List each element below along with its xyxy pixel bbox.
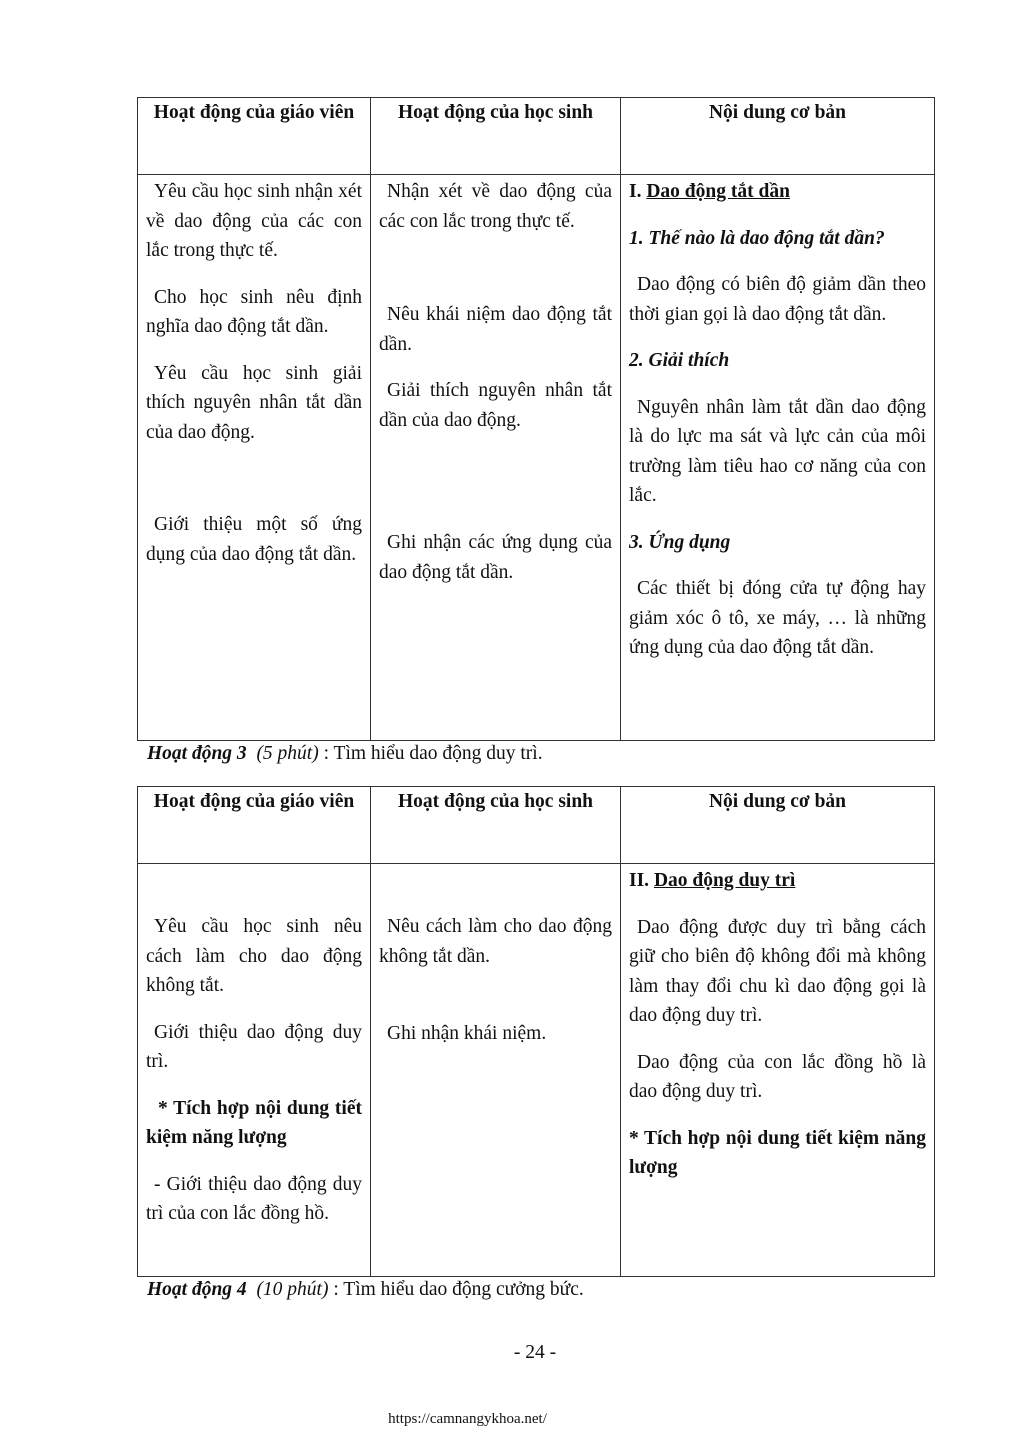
- page-number: - 24 -: [513, 1342, 557, 1363]
- student-item: Giải thích nguyên nhân tắt dần của dao động.: [379, 380, 612, 431]
- table-header-row: [138, 787, 934, 864]
- teacher-column: [138, 864, 371, 1276]
- caption-lead: Hoạt động 3: [147, 743, 247, 764]
- teacher-item: - Giới thiệu dao động duy trì của con lắc đồng hồ.: [146, 1173, 362, 1224]
- section-number: II.: [629, 870, 654, 891]
- teacher-item: Yêu cầu học sinh nhận xét về dao động của các con lắc trong thực tế.: [146, 181, 362, 261]
- footer-url[interactable]: https://camnangykhoa.net/: [388, 1411, 547, 1427]
- activity-table-2: [137, 786, 935, 1277]
- teacher-item: Giới thiệu một số ứng dụng của dao động tắt dần.: [146, 514, 362, 565]
- content-column: [621, 864, 934, 1276]
- content-column: [621, 175, 934, 740]
- subheading: 2. Giải thích: [629, 350, 730, 371]
- teacher-column: [138, 175, 371, 740]
- content-paragraph: Dao động được duy trì bằng cách giữ cho biên độ không đổi mà không làm thay đổi chu kì dao động gọi là dao động duy trì.: [629, 916, 926, 1026]
- student-item: Nêu khái niệm dao động tắt dần.: [379, 304, 612, 355]
- section-number: I.: [629, 181, 647, 202]
- student-item: Ghi nhận khái niệm.: [387, 1023, 547, 1044]
- teacher-item: Giới thiệu dao động duy trì.: [146, 1021, 362, 1072]
- activity-4-caption: [147, 1276, 584, 1304]
- caption-duration: (10 phút): [256, 1279, 329, 1300]
- header-student: Hoạt động của học sinh: [371, 787, 621, 863]
- header-teacher: Hoạt động của giáo viên: [138, 787, 371, 863]
- section-heading: [629, 866, 926, 896]
- student-item: Nêu cách làm cho dao động không tắt dần.: [379, 916, 612, 967]
- header-teacher: Hoạt động của giáo viên: [138, 98, 371, 174]
- teacher-item: Yêu cầu học sinh giải thích nguyên nhân tắt dần của dao động.: [146, 362, 362, 443]
- student-column: [371, 175, 621, 740]
- subheading: 1. Thế nào là dao động tắt dần?: [629, 227, 885, 249]
- header-student: Hoạt động của học sinh: [371, 98, 621, 174]
- teacher-item: Cho học sinh nêu định nghĩa dao động tắt dần.: [146, 286, 362, 337]
- caption-text: : Tìm hiểu dao động duy trì.: [318, 743, 543, 764]
- teacher-item: Yêu cầu học sinh nêu cách làm cho dao động không tắt.: [146, 916, 362, 996]
- student-item: Nhận xét về dao động của các con lắc trong thực tế.: [379, 181, 612, 232]
- content-paragraph: Các thiết bị đóng cửa tự động hay giảm xóc ô tô, xe máy, … là những ứng dụng của dao động tắt dần.: [629, 578, 926, 658]
- student-column: [371, 864, 621, 1276]
- subheading: 3. Ứng dụng: [629, 531, 731, 553]
- section-title: Dao động duy trì: [653, 870, 796, 891]
- caption-lead: Hoạt động 4: [147, 1279, 247, 1300]
- caption-duration: (5 phút): [256, 743, 319, 764]
- teacher-item: * Tích hợp nội dung tiết kiệm năng lượng: [146, 1097, 362, 1148]
- student-item: Ghi nhận các ứng dụng của dao động tắt dần.: [379, 532, 612, 583]
- caption-text: : Tìm hiểu dao động cưởng bức.: [328, 1279, 584, 1300]
- section-title: Dao động tắt dần: [646, 181, 790, 202]
- header-content: Nội dung cơ bản: [708, 791, 847, 812]
- activity-3-caption: [147, 740, 543, 768]
- table-header-row: [138, 98, 934, 175]
- content-paragraph: * Tích hợp nội dung tiết kiệm năng lượng: [629, 1127, 926, 1178]
- table-body-row: [138, 864, 934, 1276]
- activity-table-1: [137, 97, 935, 741]
- content-paragraph: Dao động có biên độ giảm dần theo thời gian gọi là dao động tắt dần.: [629, 274, 926, 325]
- content-paragraph: Dao động của con lắc đồng hồ là dao động duy trì.: [629, 1051, 926, 1102]
- header-content: Nội dung cơ bản: [708, 102, 847, 123]
- table-body-row: [138, 175, 934, 740]
- section-heading: [629, 177, 926, 207]
- content-paragraph: Nguyên nhân làm tắt dần dao động là do lực ma sát và lực cản của môi trường làm tiêu hao cơ năng của con lắc.: [629, 396, 926, 506]
